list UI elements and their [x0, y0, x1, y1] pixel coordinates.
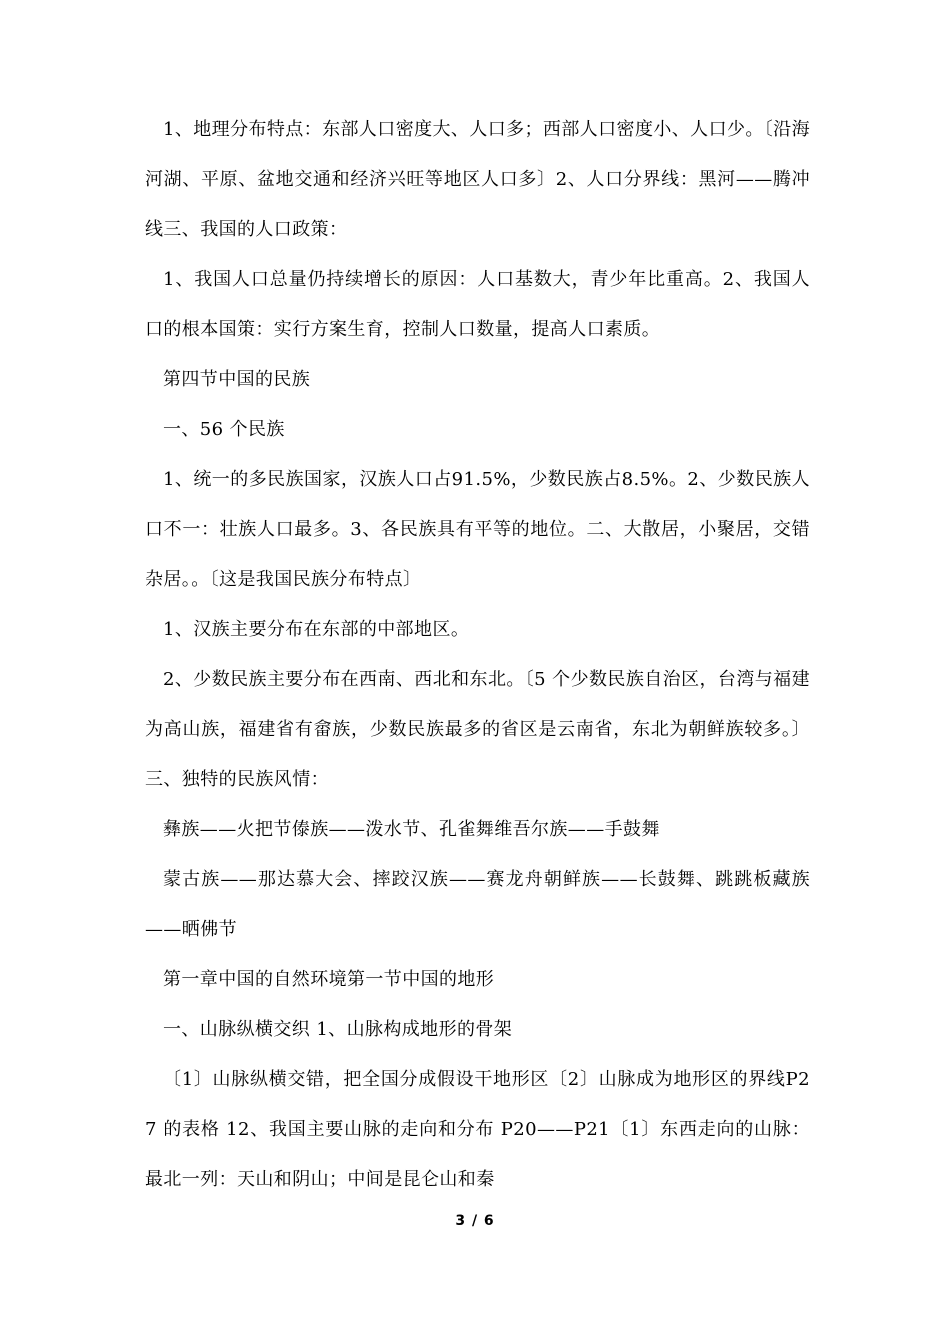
paragraph-han-distribution: 1、汉族主要分布在东部的中部地区。: [163, 619, 470, 640]
paragraph-population-policy: 1、我国人口总量仍持续增长的原因：人口基数大，青少年比重高。2、我国人口的根本国策：实行方案生育，控制人口数量，提高人口素质。: [145, 269, 810, 340]
paragraph-multi-ethnic-country: 1、统一的多民族国家，汉族人口占91.5%，少数民族占8.5%。2、少数民族人口不一：壮族人口最多。3、各民族具有平等的地位。二、大散居，小聚居，交错杂居。。〔这是我国民族分布特点〕: [145, 469, 810, 590]
document-body: [145, 105, 810, 1205]
paragraph-minority-distribution: 2、少数民族主要分布在西南、西北和东北。〔5 个少数民族自治区，台湾与福建为高山族，福建省有畲族，少数民族最多的省区是云南省，东北为朝鲜族较多。〕三、独特的民族风情：: [145, 669, 810, 790]
paragraph-ethnic-customs-1: 彝族——火把节傣族——泼水节、孔雀舞维吾尔族——手鼓舞: [163, 819, 660, 840]
page-number: 3 / 6: [455, 1213, 495, 1229]
section-heading-ethnic-groups: 第四节中国的民族: [163, 369, 311, 390]
paragraph-mountain-ranges: 〔1〕山脉纵横交错，把全国分成假设干地形区〔2〕山脉成为地形区的界线P27 的表格 12、我国主要山脉的走向和分布 P20——P21〔1〕东西走向的山脉：最北一列：天山和阴山；中间是昆仑山和秦: [145, 1069, 810, 1190]
paragraph-population-distribution: 1、地理分布特点：东部人口密度大、人口多；西部人口密度小、人口少。〔沿海河湖、平原、盆地交通和经济兴旺等地区人口多〕2、人口分界线：黑河——腾冲线三、我国的人口政策：: [145, 119, 810, 240]
chapter-heading-natural-environment: 第一章中国的自然环境第一节中国的地形: [163, 969, 495, 990]
paragraph-ethnic-customs-2: 蒙古族——那达慕大会、摔跤汉族——赛龙舟朝鲜族——长鼓舞、跳跳板藏族——晒佛节: [145, 869, 810, 940]
subheading-56-ethnic-groups: 一、56 个民族: [163, 419, 285, 440]
subheading-mountain-ranges: 一、山脉纵横交织 1、山脉构成地形的骨架: [163, 1019, 513, 1040]
